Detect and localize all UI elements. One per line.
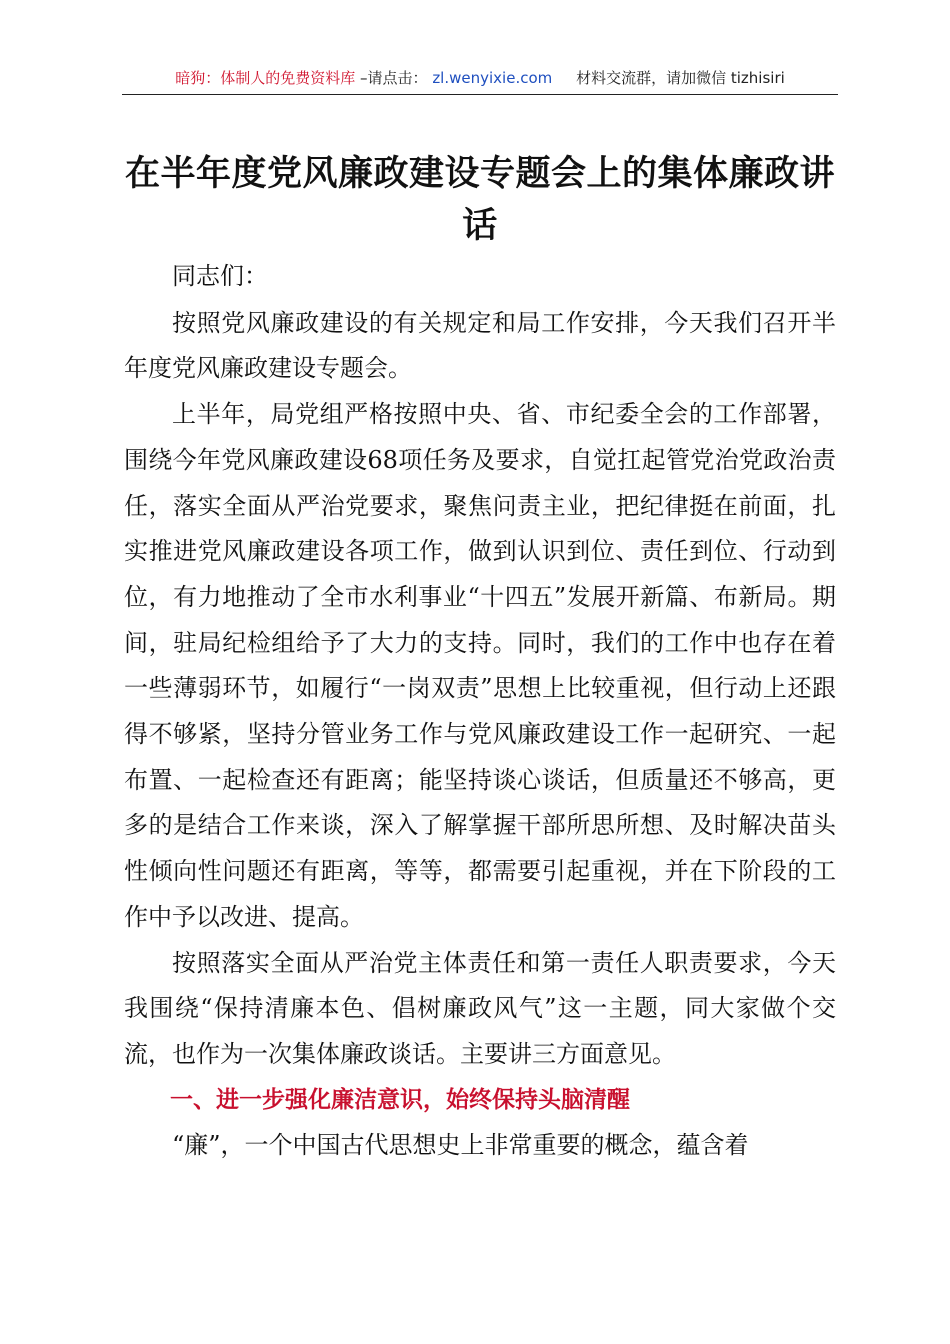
page-header bbox=[122, 68, 838, 95]
paragraph: “廉”，一个中国古代思想史上非常重要的概念，蕴含着 bbox=[172, 1131, 749, 1160]
paragraph: 按照党风廉政建设的有关规定和局工作安排，今天我们召开半年度党风廉政建设专题会。 bbox=[124, 308, 836, 383]
section-heading: 一、进一步强化廉洁意识，始终保持头脑清醒 bbox=[170, 1086, 630, 1113]
header-click-label: –请点击： bbox=[360, 69, 428, 87]
header-group-text: 材料交流群，请加微信 tizhisiri bbox=[576, 69, 785, 87]
header-site-link[interactable]: zl.wenyixie.com bbox=[432, 69, 553, 87]
document-title: 在半年度党风廉政建设专题会上的集体廉政讲话 bbox=[124, 153, 835, 246]
document-body bbox=[124, 254, 836, 1169]
greeting: 同志们： bbox=[172, 262, 268, 290]
paragraph: 上半年，局党组严格按照中央、省、市纪委全会的工作部署，围绕今年党风廉政建设68项任务及要求，自觉扛起管党治党政治责任，落实全面从严治党要求，聚焦问责主业，把纪律挺在前面，扎实推进党风廉政建设各项工作，做到认识到位、责任到位、行动到位，有力地推动了全市水利事业“十四五”发展开新篇、布新局。期间，驻局纪检组给予了大力的支持。同时，我们的工作中也存在着一些薄弱环节，如履行“一岗双责”思想上比较重视，但行动上还跟得不够紧，坚持分管业务工作与党风廉政建设工作一起研究、一起布置、一起检查还有距离；能坚持谈心谈话，但质量还不够高，更多的是结合工作来谈，深入了解掌握干部所思所想、及时解决苗头性倾向性问题还有距离，等等，都需要引起重视，并在下阶段的工作中予以改进、提高。 bbox=[124, 400, 836, 931]
header-source-label: 暗狗：体制人的免费资料库 bbox=[175, 69, 356, 87]
paragraph: 按照落实全面从严治党主体责任和第一责任人职责要求，今天我围绕“保持清廉本色、倡树廉政风气”这一主题，同大家做个交流，也作为一次集体廉政谈话。主要讲三方面意见。 bbox=[124, 948, 836, 1068]
